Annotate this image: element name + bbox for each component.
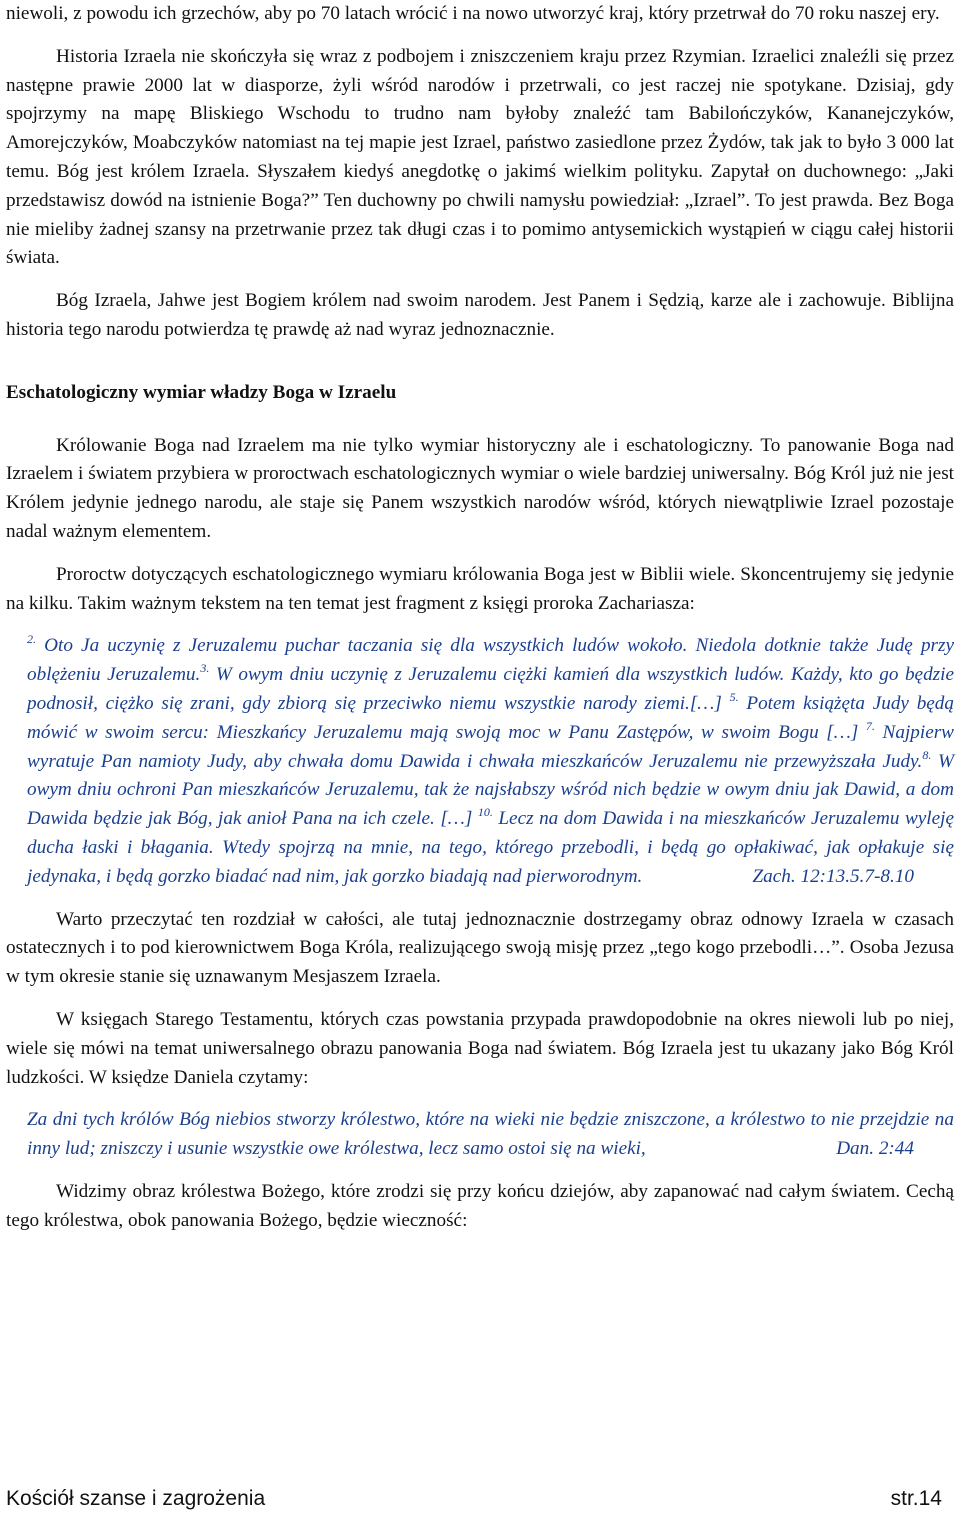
verse-number: 2.	[27, 632, 36, 647]
quote-zechariah	[27, 632, 954, 891]
verse-number: 10.	[477, 805, 493, 820]
quote-reference: Dan. 2:44	[836, 1138, 914, 1160]
paragraph-continuation: niewoli, z powodu ich grzechów, aby po 70 latach wrócić i na nowo utworzyć kraj, który przetrwał do 70 roku naszej ery.	[6, 3, 940, 24]
paragraph-prophecies: Proroctw dotyczących eschatologicznego wymiaru królowania Boga jest w Biblii wiele. Skoncentrujemy się jedynie na kilku. Takim ważnym tekstem na ten temat jest fragment z księgi proroka Zachariasza:	[6, 563, 954, 614]
verse-number: 3.	[200, 661, 210, 676]
paragraph-kingdom: Widzimy obraz królestwa Bożego, które zrodzi się przy końcu dziejów, aby zapanować nad całym światem. Cechą tego królestwa, obok panowania Bożego, będzie wieczność:	[6, 1180, 954, 1231]
verse-number: 5.	[729, 689, 739, 704]
paragraph-history: Historia Izraela nie skończyła się wraz z podbojem i zniszczeniem kraju przez Rzymian. Izraelici znaleźli się przez następne prawie 2000 lat w diasporze, żyli wśród narodów i przetrwali, co jest raczej nie spotykane. Dzisiaj, gdy spojrzymy na mapę Bliskiego Wschodu to trudno nam byłoby znaleźć tam Babilończyków, Kananejczyków, Amorejczyków, Moabczyków natomiast na tej mapie jest Izrael, państwo zasiedlone przez Żydów, tak jak to było 3 000 lat temu. Bóg jest królem Izraela. Słyszałem kiedyś anegdotkę o jakimś wielkim polityku. Zapytał on duchownego: „Jaki przedstawisz dowód na istnienie Boga?” Ten duchowny po chwili namysłu powiedział: „Izrael”. To jest prawda. Bez Boga nie mieliby żadnej szansy na przetrwanie przez tak długi czas i to pomimo antysemickich wystąpień w ciągu całej historii świata.	[6, 45, 954, 269]
verse-text: W owym dniu ochroni Pan mieszkańców Jeruzalemu, tak że najsłabszy wśród nich będzie w owym dniu jak Dawid, a dom Dawida będzie jak Bóg, jak anioł Pana na ich czele. […]	[27, 750, 955, 830]
page-number: str.14	[890, 1487, 942, 1510]
verse-text: Oto Ja uczynię z Jeruzalemu puchar taczania się dla wszystkich ludów wokoło. Niedola dotknie także Judę przy oblężeniu Jeruzalemu.	[27, 635, 954, 686]
verse-text: Najpierw wyratuje Pan namioty Judy, aby chwała domu Dawida i chwała mieszkańców Jeruzalemu nie przewyższała Judy.	[27, 721, 954, 772]
quote-reference: Zach. 12:13.5.7-8.10	[752, 865, 914, 887]
paragraph-god-king: Bóg Izraela, Jahwe jest Bogiem królem nad swoim narodem. Jest Panem i Sędzią, karze ale i zachowuje. Biblijna historia tego narodu potwierdza tę prawdę aż nad wyraz jednoznacznie.	[6, 290, 954, 340]
quote-daniel	[27, 1106, 954, 1164]
verse-text: W owym dniu uczynię z Jeruzalemu ciężki kamień dla wszystkich ludów. Każdy, kto go będzie podnosił, ciężko się zrani, gdy zbiorą się przeciwko niemu wszystkie narody ziemi.[…]	[27, 664, 954, 714]
quote-text: Za dni tych królów Bóg niebios stworzy królestwo, które na wieki nie będzie zniszczone, a królestwo to nie przejdzie na inny lud; zniszczy i usunie wszystkie owe królestwa, lecz samo ostoi się na wieki,	[27, 1109, 954, 1160]
verse-number: 7.	[865, 718, 875, 733]
paragraph-renewal: Warto przeczytać ten rozdział w całości, ale tutaj jednoznacznie dostrzegamy obraz odnowy Izraela w czasach ostatecznych i to pod kierownictwem Boga Króla, realizującego swoją misję przez „tego kogo przebodli…”. Osoba Jezusa w tym okresie stanie się uznawanym Mesjaszem Izraela.	[6, 908, 954, 988]
paragraph-eschatology: Królowanie Boga nad Izraelem ma nie tylko wymiar historyczny ale i eschatologiczny. To panowanie Boga nad Izraelem i światem przybiera w proroctwach eschatologicznych wymiar o wiele bardziej uniwersalny. Bóg Król już nie jest Królem jedynie jednego narodu, ale staje się Panem wszystkich narodów wśród, których niewątpliwie Izrael pozostaje nadal ważnym elementem.	[6, 434, 954, 542]
verse-text: Lecz na dom Dawida i na mieszkańców Jeruzalemu wyleję ducha łaski i błagania. Wtedy spojrzą na mnie, na tego, którego przebodli, i będą go opłakiwać, jak opłakuje się jedynaka, i będą gorzko biadać nad nim, jak gorzko biadają nad pierworodnym.	[27, 808, 954, 887]
footer-title: Kościół szanse i zagrożenia	[6, 1487, 266, 1510]
document-page	[6, 0, 954, 1235]
verse-text: Potem książęta Judy będą mówić w swoim sercu: Mieszkańcy Jeruzalemu mają swoją moc w Panu Zastępów, w swoim Bogu […]	[27, 692, 954, 743]
section-heading: Eschatologiczny wymiar władzy Boga w Izraelu	[6, 381, 397, 403]
verse-number: 8.	[922, 747, 932, 762]
paragraph-old-testament: W księgach Starego Testamentu, których czas powstania przypada prawdopodobnie na okres niewoli lub po niej, wiele się mówi na temat uniwersalnego obrazu panowania Boga nad światem. Bóg Izraela jest tu ukazany jako Bóg Król ludzkości. W księdze Daniela czytamy:	[6, 1008, 954, 1088]
